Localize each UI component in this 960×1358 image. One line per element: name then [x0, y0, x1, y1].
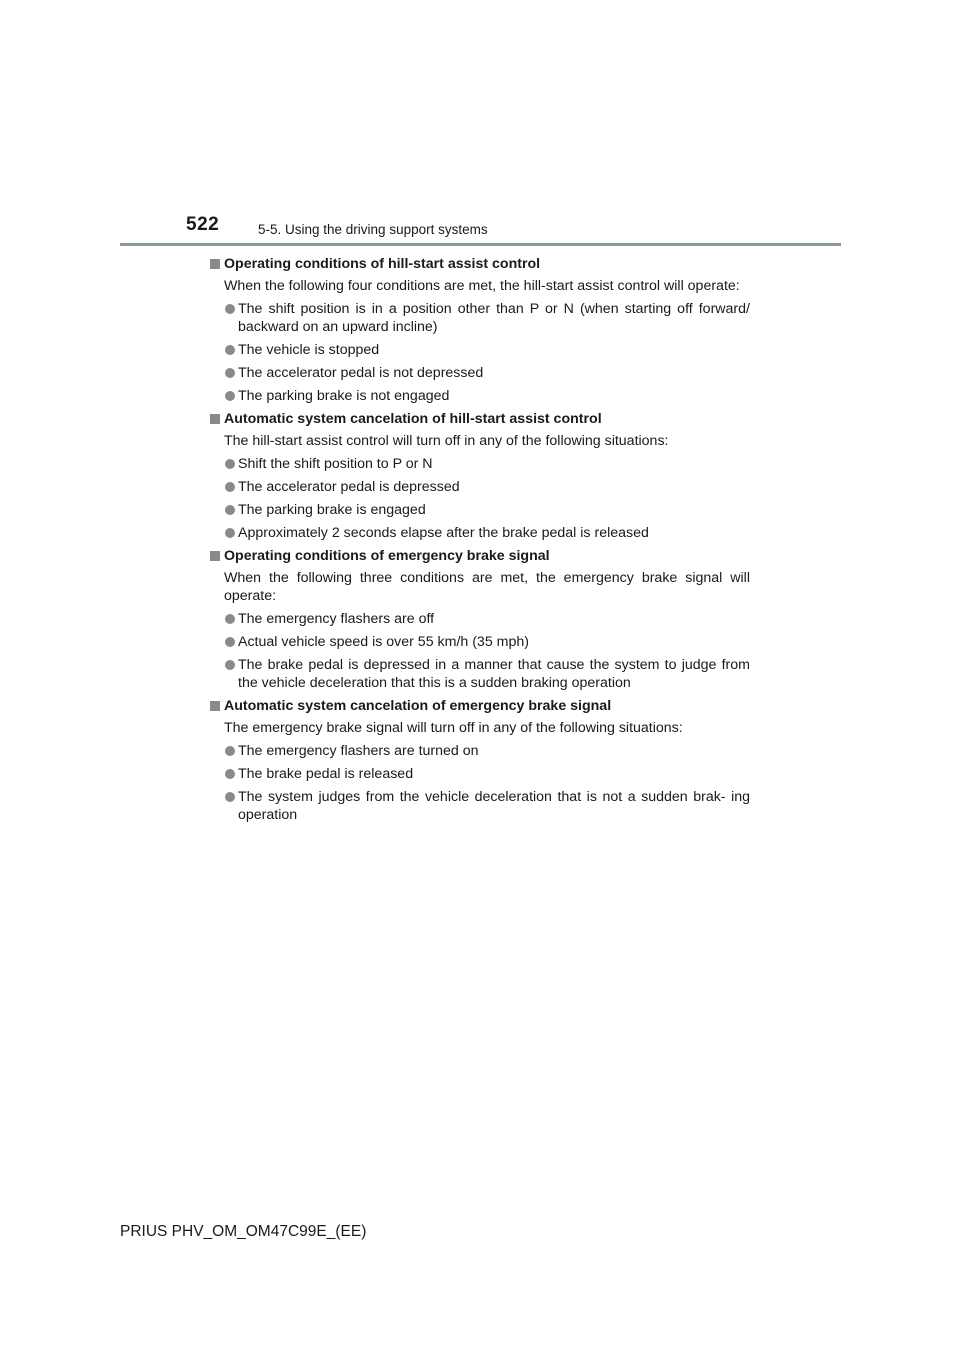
list-item: [208, 478, 750, 496]
list-item-text: The vehicle is stopped: [238, 342, 380, 358]
page-content: [208, 255, 750, 824]
section-heading-hill-start-conditions: [208, 255, 750, 273]
list-item: [208, 656, 750, 692]
list-item: [208, 524, 750, 542]
section-heading-emergency-brake-conditions: [208, 547, 750, 565]
circle-bullet-icon: [225, 660, 235, 670]
section-intro: The emergency brake signal will turn off in any of the following situations:: [224, 720, 683, 736]
circle-bullet-icon: [225, 345, 235, 355]
footer-document-code: PRIUS PHV_OM_OM47C99E_(EE): [120, 1223, 367, 1240]
circle-bullet-icon: [225, 482, 235, 492]
list-item: [208, 765, 750, 783]
list-item: [208, 610, 750, 628]
list-item-text: The parking brake is engaged: [238, 502, 426, 518]
section-intro: When the following three conditions are met, the emergency brake signal will operate:: [224, 570, 750, 604]
circle-bullet-icon: [225, 391, 235, 401]
list-item-text: The brake pedal is depressed in a manner that cause the system to judge from the vehicle deceleration that this is a sudden braking operation: [238, 657, 750, 691]
square-bullet-icon: [210, 259, 220, 269]
list-item: [208, 364, 750, 382]
list-item: [208, 633, 750, 651]
heading-text: Operating conditions of emergency brake signal: [224, 548, 550, 564]
circle-bullet-icon: [225, 746, 235, 756]
list-item: [208, 788, 750, 824]
circle-bullet-icon: [225, 304, 235, 314]
heading-text: Operating conditions of hill-start assist control: [224, 256, 541, 272]
list-item-text: The emergency flashers are off: [238, 611, 435, 627]
list-item-text: Actual vehicle speed is over 55 km/h (35 mph): [238, 634, 529, 650]
list-item: [208, 455, 750, 473]
page-number: 522: [186, 214, 220, 235]
list-item-text: Shift the shift position to P or N: [238, 456, 433, 472]
square-bullet-icon: [210, 414, 220, 424]
circle-bullet-icon: [225, 792, 235, 802]
section-intro: The hill-start assist control will turn off in any of the following situations:: [224, 433, 669, 449]
list-item-text: The shift position is in a position other than P or N (when starting off forward/ backward on an upward incline): [238, 301, 750, 335]
heading-text: Automatic system cancelation of hill-start assist control: [224, 411, 602, 427]
list-item-text: The brake pedal is released: [238, 766, 414, 782]
list-item-text: The system judges from the vehicle deceleration that is not a sudden brak- ing operation: [238, 789, 750, 823]
circle-bullet-icon: [225, 637, 235, 647]
section-heading-emergency-brake-cancelation: [208, 697, 750, 715]
list-item: [208, 387, 750, 405]
circle-bullet-icon: [225, 528, 235, 538]
circle-bullet-icon: [225, 505, 235, 515]
square-bullet-icon: [210, 701, 220, 711]
circle-bullet-icon: [225, 368, 235, 378]
section-title: 5-5. Using the driving support systems: [258, 222, 488, 237]
section-intro: When the following four conditions are met, the hill-start assist control will operate:: [224, 278, 740, 294]
list-item-text: The accelerator pedal is depressed: [238, 479, 460, 495]
list-item: [208, 300, 750, 336]
list-item: [208, 742, 750, 760]
list-item-text: The parking brake is not engaged: [238, 388, 450, 404]
list-item-text: The emergency flashers are turned on: [238, 743, 479, 759]
list-item: [208, 501, 750, 519]
circle-bullet-icon: [225, 614, 235, 624]
header-divider: [120, 243, 841, 246]
circle-bullet-icon: [225, 459, 235, 469]
list-item-text: Approximately 2 seconds elapse after the brake pedal is released: [238, 525, 649, 541]
circle-bullet-icon: [225, 769, 235, 779]
heading-text: Automatic system cancelation of emergency brake signal: [224, 698, 612, 714]
list-item: [208, 341, 750, 359]
square-bullet-icon: [210, 551, 220, 561]
section-heading-hill-start-cancelation: [208, 410, 750, 428]
list-item-text: The accelerator pedal is not depressed: [238, 365, 484, 381]
